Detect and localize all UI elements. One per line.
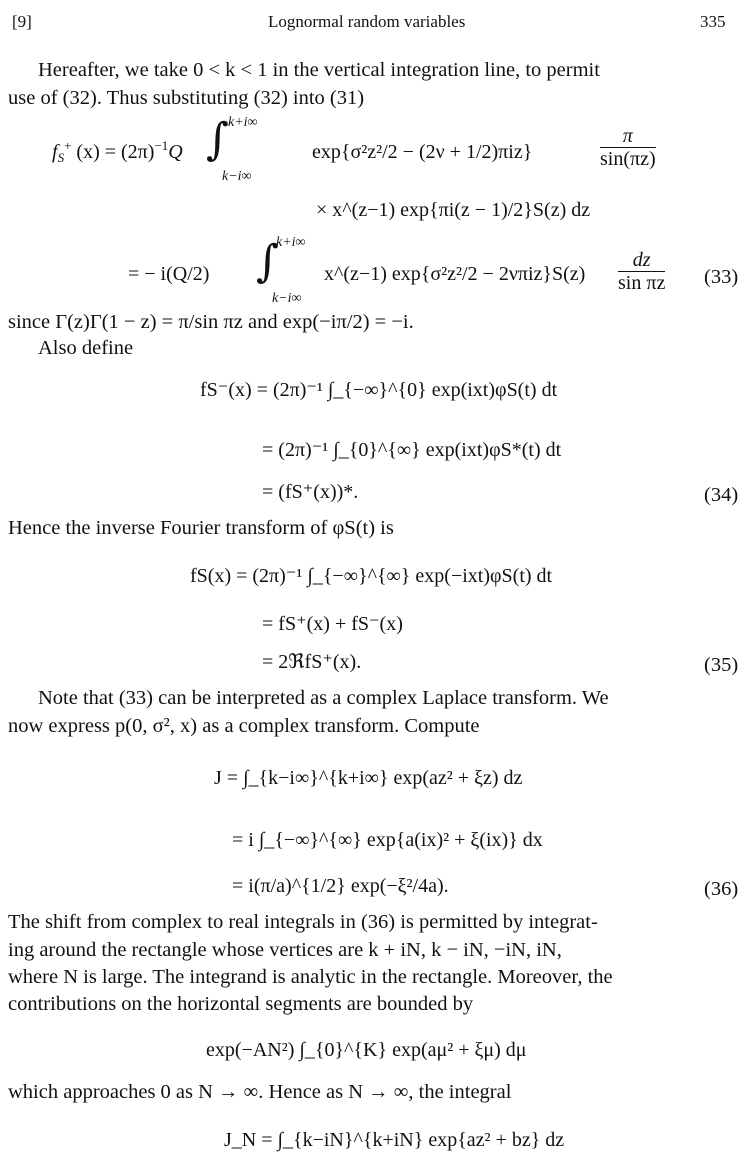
equation-jn: J_N = ∫_{k−iN}^{k+iN} exp{az² + bz} dz bbox=[224, 1129, 565, 1151]
equation-36b: = i ∫_{−∞}^{∞} exp{a(ix)² + ξ(ix)} dx bbox=[232, 829, 543, 851]
section-marker: [9] bbox=[12, 12, 32, 31]
integral-sign: ∫ bbox=[256, 236, 279, 287]
equation-bound: exp(−AN²) ∫_{0}^{K} exp(aμ² + ξμ) dμ bbox=[206, 1039, 527, 1061]
integral-upper-limit: k+i∞ bbox=[276, 235, 306, 250]
equation-33-lhs: = − i(Q/2) bbox=[128, 263, 210, 285]
paragraph-line: which approaches 0 as N → ∞. Hence as N → ∞, the integral bbox=[8, 1081, 512, 1103]
equation-33-body: x^(z−1) exp{σ²z²/2 − 2νπiz}S(z) bbox=[324, 263, 586, 285]
equation-36a: J = ∫_{k−i∞}^{k+i∞} exp(az² + ξz) dz bbox=[214, 767, 523, 789]
equation-31a-fraction: $\frac{\pi}{\sin(\pi z)}$ bbox=[600, 125, 656, 170]
equation-number: (36) bbox=[704, 878, 739, 900]
integral-lower-limit: k−i∞ bbox=[222, 169, 252, 184]
running-title: Lognormal random variables bbox=[268, 12, 466, 31]
paragraph-line: ing around the rectangle whose vertices are k + iN, k − iN, −iN, iN, bbox=[8, 939, 562, 961]
paragraph-line: where N is large. The integrand is analytic in the rectangle. Moreover, the bbox=[8, 966, 613, 988]
equation-31b: × x^(z−1) exp{πi(z − 1)/2}S(z) dz bbox=[316, 199, 591, 221]
paragraph-line: Hence the inverse Fourier transform of φS(t) is bbox=[8, 517, 394, 539]
integral-upper-limit: k+i∞ bbox=[228, 115, 258, 130]
paragraph-line: Note that (33) can be interpreted as a complex Laplace transform. We bbox=[38, 687, 609, 709]
equation-35c: = 2ℜfS⁺(x). bbox=[262, 651, 362, 673]
paragraph-line: Also define bbox=[38, 337, 134, 359]
equation-number: (33) bbox=[704, 266, 739, 288]
equation-34c: = (fS⁺(x))*. bbox=[262, 481, 359, 503]
equation-35b: = fS⁺(x) + fS⁻(x) bbox=[262, 613, 403, 635]
equation-31a-lhs: $f_S^+$ $(x) = (2\pi)^{-1}Q$ bbox=[52, 138, 183, 165]
equation-33-fraction: $\frac{dz}{\text{sin πz}}$ bbox=[618, 249, 666, 294]
equation-35a: fS(x) = (2π)⁻¹ ∫_{−∞}^{∞} exp(−ixt)φS(t) dt bbox=[190, 565, 553, 587]
equation-number: (34) bbox=[704, 484, 739, 506]
paragraph-line: contributions on the horizontal segments are bounded by bbox=[8, 993, 474, 1015]
paragraph-line: now express p(0, σ², x) as a complex transform. Compute bbox=[8, 715, 480, 737]
paragraph-line: The shift from complex to real integrals in (36) is permitted by integrat- bbox=[8, 911, 598, 933]
equation-34a: fS⁻(x) = (2π)⁻¹ ∫_{−∞}^{0} exp(ixt)φS(t) dt bbox=[200, 379, 558, 401]
integral-sign: ∫ bbox=[206, 114, 229, 165]
paragraph-line: since Γ(z)Γ(1 − z) = π/sin πz and exp(−iπ/2) = −i. bbox=[8, 311, 414, 333]
equation-31a-body: exp{σ²z²/2 − (2ν + 1/2)πiz} bbox=[312, 141, 533, 163]
equation-number: (35) bbox=[704, 654, 739, 676]
equation-36c: = i(π/a)^{1/2} exp(−ξ²/4a). bbox=[232, 875, 449, 897]
page-number: 335 bbox=[700, 12, 726, 31]
integral-lower-limit: k−i∞ bbox=[272, 291, 302, 306]
equation-34b: = (2π)⁻¹ ∫_{0}^{∞} exp(ixt)φS*(t) dt bbox=[262, 439, 562, 461]
paragraph-line: use of (32). Thus substituting (32) into (31) bbox=[8, 87, 365, 109]
paragraph-line: Hereafter, we take 0 < k < 1 in the vertical integration line, to permit bbox=[38, 59, 600, 81]
